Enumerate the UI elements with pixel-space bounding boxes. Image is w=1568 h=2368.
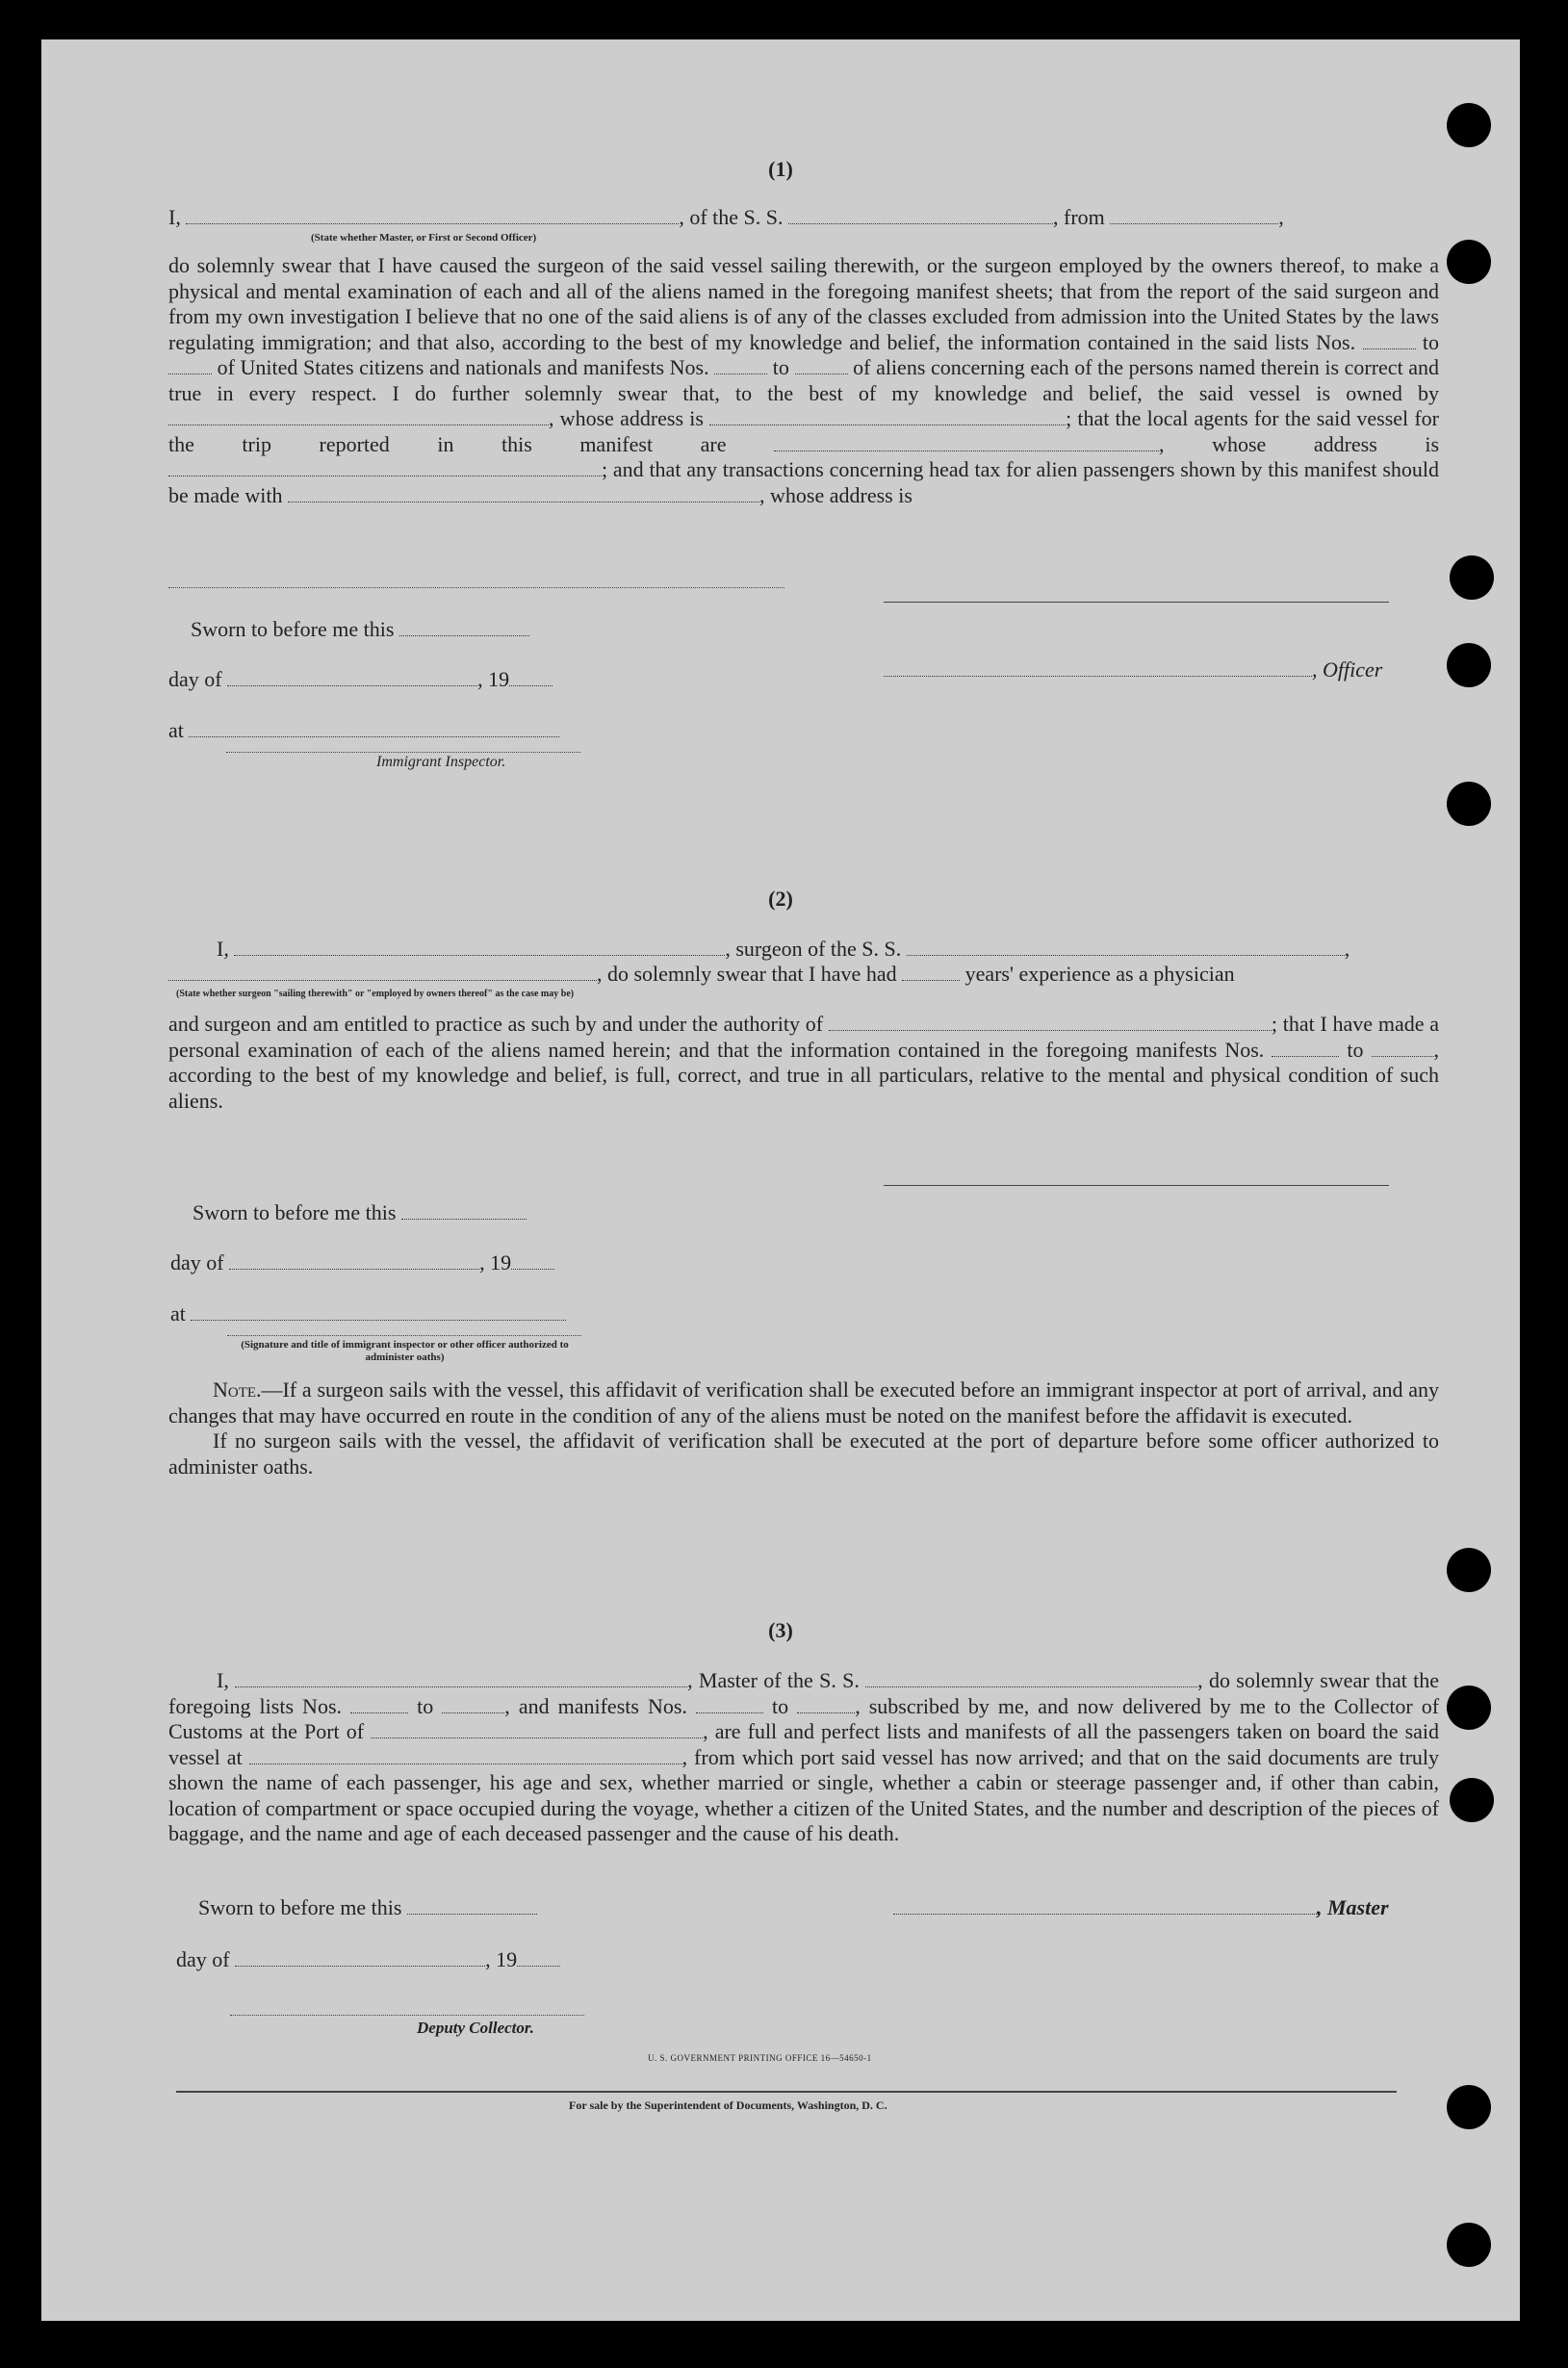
manifests-from-field[interactable] <box>1272 1042 1339 1057</box>
officer-rank-note: (State whether Master, or First or Second Officer) <box>311 232 537 244</box>
officer-name-line[interactable] <box>884 662 1312 677</box>
sworn-date-field[interactable] <box>399 622 529 636</box>
exam-text: that I have made a personal examination of each of the aliens named herein; and that the information contained in the foregoing manifests Nos. <box>168 1012 1439 1062</box>
head-tax-text: ; and that any transactions concerning head tax for alien passengers shown by this manifest should be made with <box>168 457 1439 507</box>
officer-signature-line[interactable] <box>884 602 1389 603</box>
aliens-text: of aliens concerning each of the persons named therein is correct and true in every respect. I do further solemnly swear that, to the best of my knowledge and belief, the said vessel is owned by <box>168 355 1440 405</box>
punch-hole <box>1447 1686 1491 1730</box>
sworn-date-field[interactable] <box>407 1900 537 1915</box>
to-label: to <box>772 1693 789 1718</box>
agents-field[interactable] <box>774 437 1159 451</box>
vessel-label: , of the S. S. <box>679 205 784 229</box>
signature-title-note: (Signature and title of immigrant inspector or other officer authorized to administer oaths) <box>241 1339 569 1363</box>
surgeon-vessel-field[interactable] <box>907 941 1345 956</box>
master-signature-line[interactable] <box>893 1900 1317 1915</box>
day-of-label: day of , 19 <box>176 1947 560 1972</box>
lists-to-field[interactable] <box>442 1699 504 1713</box>
address-label: , whose address is <box>759 482 913 507</box>
lists-from-field[interactable] <box>1363 335 1416 349</box>
head-tax-agent-field[interactable] <box>288 488 759 502</box>
address-label: whose address is <box>1212 431 1440 456</box>
lists-text: swear that the foregoing lists Nos. <box>168 1668 1439 1718</box>
delivered-text: delivered by me to the Collector of Customs at the Port of <box>168 1693 1440 1743</box>
port-field[interactable] <box>371 1724 703 1738</box>
inspector-signature-line[interactable] <box>226 752 580 753</box>
punch-hole <box>1447 643 1491 687</box>
sale-notice: For sale by the Superintendent of Documents, Washington, D. C. <box>569 2098 887 2112</box>
section-2-body: and surgeon and am entitled to practice as such by and under the authority of ; that I have made a personal examination of each of the aliens named herein; and that the information contained in the foregoing manifests Nos. to , according to the best of my knowledge and belief, is full, correct, and true in all particulars, relative to the mental and physical condition of such aliens. <box>168 1012 1440 1113</box>
note-text-2: If no surgeon sails with the vessel, the affidavit of verification shall be executed at the port of departure before some officer authorized to administer oaths. <box>168 1429 1439 1479</box>
month-field[interactable] <box>235 1952 485 1967</box>
manifests-to-field[interactable] <box>795 360 848 374</box>
manifest-affidavit-page <box>41 39 1520 2321</box>
subscribed-text: , subscribed by me, and now <box>855 1693 1114 1718</box>
agents-text: that the local agents for the said vessel for the trip reported in this manifest are <box>168 406 1440 456</box>
citizens-text: of United States citizens and nationals and manifests Nos. <box>217 355 709 379</box>
authority-text: and surgeon and am entitled to practice as such by and under the authority of <box>168 1012 824 1036</box>
footer-rule <box>176 2091 1397 2093</box>
day-of-label: day of , 19 <box>168 667 553 692</box>
punch-hole <box>1447 2085 1491 2129</box>
deputy-signature-line[interactable] <box>230 2015 584 2016</box>
vessel-name-field[interactable] <box>788 210 1053 224</box>
manifests-text: , and manifests Nos. <box>504 1693 687 1718</box>
to-label: to <box>1422 329 1439 354</box>
manifests-all-text: manifests of all the passengers taken on board the said vessel at <box>168 1719 1440 1769</box>
deputy-collector-label: Deputy Collector. <box>417 2019 534 2037</box>
declaration-text: port said vessel has now arrived; and that on the said documents are truly shown the name of each passenger, his age and sex, whether married or single, whether a cabin or steerage passenger and, if other than cabin, location of compartment or space occupied during the voyage, whether a citizen of the United States, and the number and description of the pieces of baggage, and the name and age of each deceased passenger and the cause of his death. <box>168 1744 1440 1845</box>
punch-hole <box>1447 2223 1491 2267</box>
master-title: , Master <box>893 1895 1389 1920</box>
at-location-field[interactable] <box>191 1306 566 1321</box>
lists-to-field[interactable] <box>168 360 212 374</box>
section-1-body: do solemnly swear that I have caused the surgeon of the said vessel sailing therewith, or the surgeon employed by the owners thereof, to make a physical and mental examination of each and all of the aliens named in the foregoing manifest sheets; that from the report of the said surgeon and from my own investigation I believe that no one of the said aliens is of any of the classes excluded from admission into the United States by the laws regulating immigration; and that also, according to the best of my knowledge and belief, the information contained in the said lists Nos. to of United States citizens and nationals and manifests Nos. to of aliens concerning each of the persons named therein is correct and true in every respect. I do further solemnly swear that, to the best of my knowledge and belief, the said vessel is owned by , whose address is ; that the local agents for the said vessel for the trip reported in this manifest are , whose address is ; and that any transactions concerning head tax for alien passengers shown by this manifest should be made with , whose address is <box>168 253 1440 507</box>
master-of-label: , Master of the S. S. <box>687 1668 860 1692</box>
section-1-number: (1) <box>768 157 793 181</box>
years-field[interactable] <box>902 966 960 981</box>
section-2-note <box>168 1377 1439 1480</box>
at-label: at <box>170 1301 566 1326</box>
to-label: to <box>772 355 789 379</box>
punch-hole <box>1447 240 1491 284</box>
manifests-from-field[interactable] <box>714 360 767 374</box>
to-label: to <box>1347 1037 1364 1062</box>
master-name-field[interactable] <box>235 1673 687 1687</box>
section-1-opening-line: I, , of the S. S. , from , <box>168 205 1284 229</box>
section-3-body <box>168 1668 1439 1847</box>
owner-field[interactable] <box>168 411 549 425</box>
lists-from-field[interactable] <box>350 1699 408 1713</box>
year-field[interactable] <box>517 1952 560 1967</box>
year-field[interactable] <box>509 672 553 686</box>
at-label: at <box>168 718 559 743</box>
solemnly-text: , do solemnly <box>1197 1668 1314 1692</box>
vessel-name-field[interactable] <box>865 1673 1197 1687</box>
sworn-label: Sworn to before me this <box>193 1200 527 1225</box>
agents-address-field[interactable] <box>168 462 602 476</box>
surgeon-type-field[interactable] <box>168 966 597 981</box>
sworn-date-field[interactable] <box>401 1205 527 1220</box>
officer-name-field[interactable] <box>186 210 679 224</box>
full-perfect-text: , are full and perfect lists and <box>703 1719 959 1743</box>
to-label: to <box>417 1693 434 1718</box>
years-experience-text: years' experience as a physician <box>964 962 1235 986</box>
sworn-label: Sworn to before me this <box>198 1895 537 1920</box>
authority-field[interactable] <box>829 1017 1272 1031</box>
address-label: , whose address is <box>549 406 704 430</box>
section-2-opening-line: I, , surgeon of the S. S. , <box>217 937 1350 961</box>
officer-title: , Officer <box>884 657 1382 682</box>
immigrant-inspector-label: Immigrant Inspector. <box>376 754 506 770</box>
pronoun-label: I, <box>168 205 181 229</box>
year-field[interactable] <box>511 1255 554 1270</box>
pronoun-label: I, <box>217 937 229 961</box>
oath-text: do solemnly swear that I have caused the surgeon of the said vessel sailing therewith, or the surgeon employed by the owners thereof, to make a physical and mental examination of each and all of the aliens named in the foregoing manifest sheets; that from the report of the said surgeon and from my own investigation I believe that no one of the said aliens is of any of the classes excluded from admission into the United States by the laws regulating immigration; and that also, according to the best of my knowledge and belief, the information contained in the said lists Nos. <box>168 253 1439 354</box>
punch-hole <box>1450 555 1494 600</box>
gpo-imprint: U. S. GOVERNMENT PRINTING OFFICE 16—54650-1 <box>648 2053 872 2063</box>
section-3-number: (3) <box>768 1618 793 1642</box>
month-field[interactable] <box>229 1255 479 1270</box>
punch-hole <box>1450 1778 1494 1822</box>
according-text: , according to the best of my knowledge and belief, is full, correct, and true in all particulars, relative to the mental and physical condition of such aliens. <box>168 1037 1440 1113</box>
sworn-label: Sworn to before me this <box>191 617 529 642</box>
manifests-from-field[interactable] <box>696 1699 763 1713</box>
from-port-field[interactable] <box>1110 210 1278 224</box>
surgeon-name-field[interactable] <box>234 941 725 956</box>
from-which-text: , from which <box>681 1744 794 1769</box>
punch-hole <box>1447 1548 1491 1592</box>
day-of-label: day of , 19 <box>170 1250 554 1275</box>
pronoun-label: I, <box>217 1668 229 1692</box>
surgeon-type-note: (State whether surgeon "sailing therewith" or "employed by owners thereof" as the case may be) <box>176 989 575 999</box>
note-label: Note. <box>213 1377 262 1402</box>
inspector-signature-line[interactable] <box>227 1335 581 1336</box>
punch-hole <box>1447 103 1491 147</box>
owner-address-field[interactable] <box>709 411 1066 425</box>
from-label: , from <box>1053 205 1105 229</box>
punch-hole <box>1447 782 1491 826</box>
section-2-number: (2) <box>768 887 793 911</box>
manifests-to-field[interactable] <box>1372 1042 1434 1057</box>
manifests-to-field[interactable] <box>797 1699 855 1713</box>
departure-port-field[interactable] <box>249 1750 682 1764</box>
head-tax-address-field[interactable] <box>168 587 784 588</box>
surgeon-signature-line[interactable] <box>884 1185 1389 1186</box>
surgeon-of-label: , surgeon of the S. S. <box>725 937 902 961</box>
month-field[interactable] <box>227 672 477 686</box>
section-2-experience-line <box>168 962 1439 988</box>
note-text: —If a surgeon sails with the vessel, this affidavit of verification shall be executed before an immigrant inspector at port of arrival, and any changes that may have occurred en route in the condition of any of the aliens must be noted on the manifest before the affidavit is executed. <box>168 1377 1439 1428</box>
at-location-field[interactable] <box>189 723 559 737</box>
swear-text: , do solemnly swear that I have had <box>597 962 897 986</box>
